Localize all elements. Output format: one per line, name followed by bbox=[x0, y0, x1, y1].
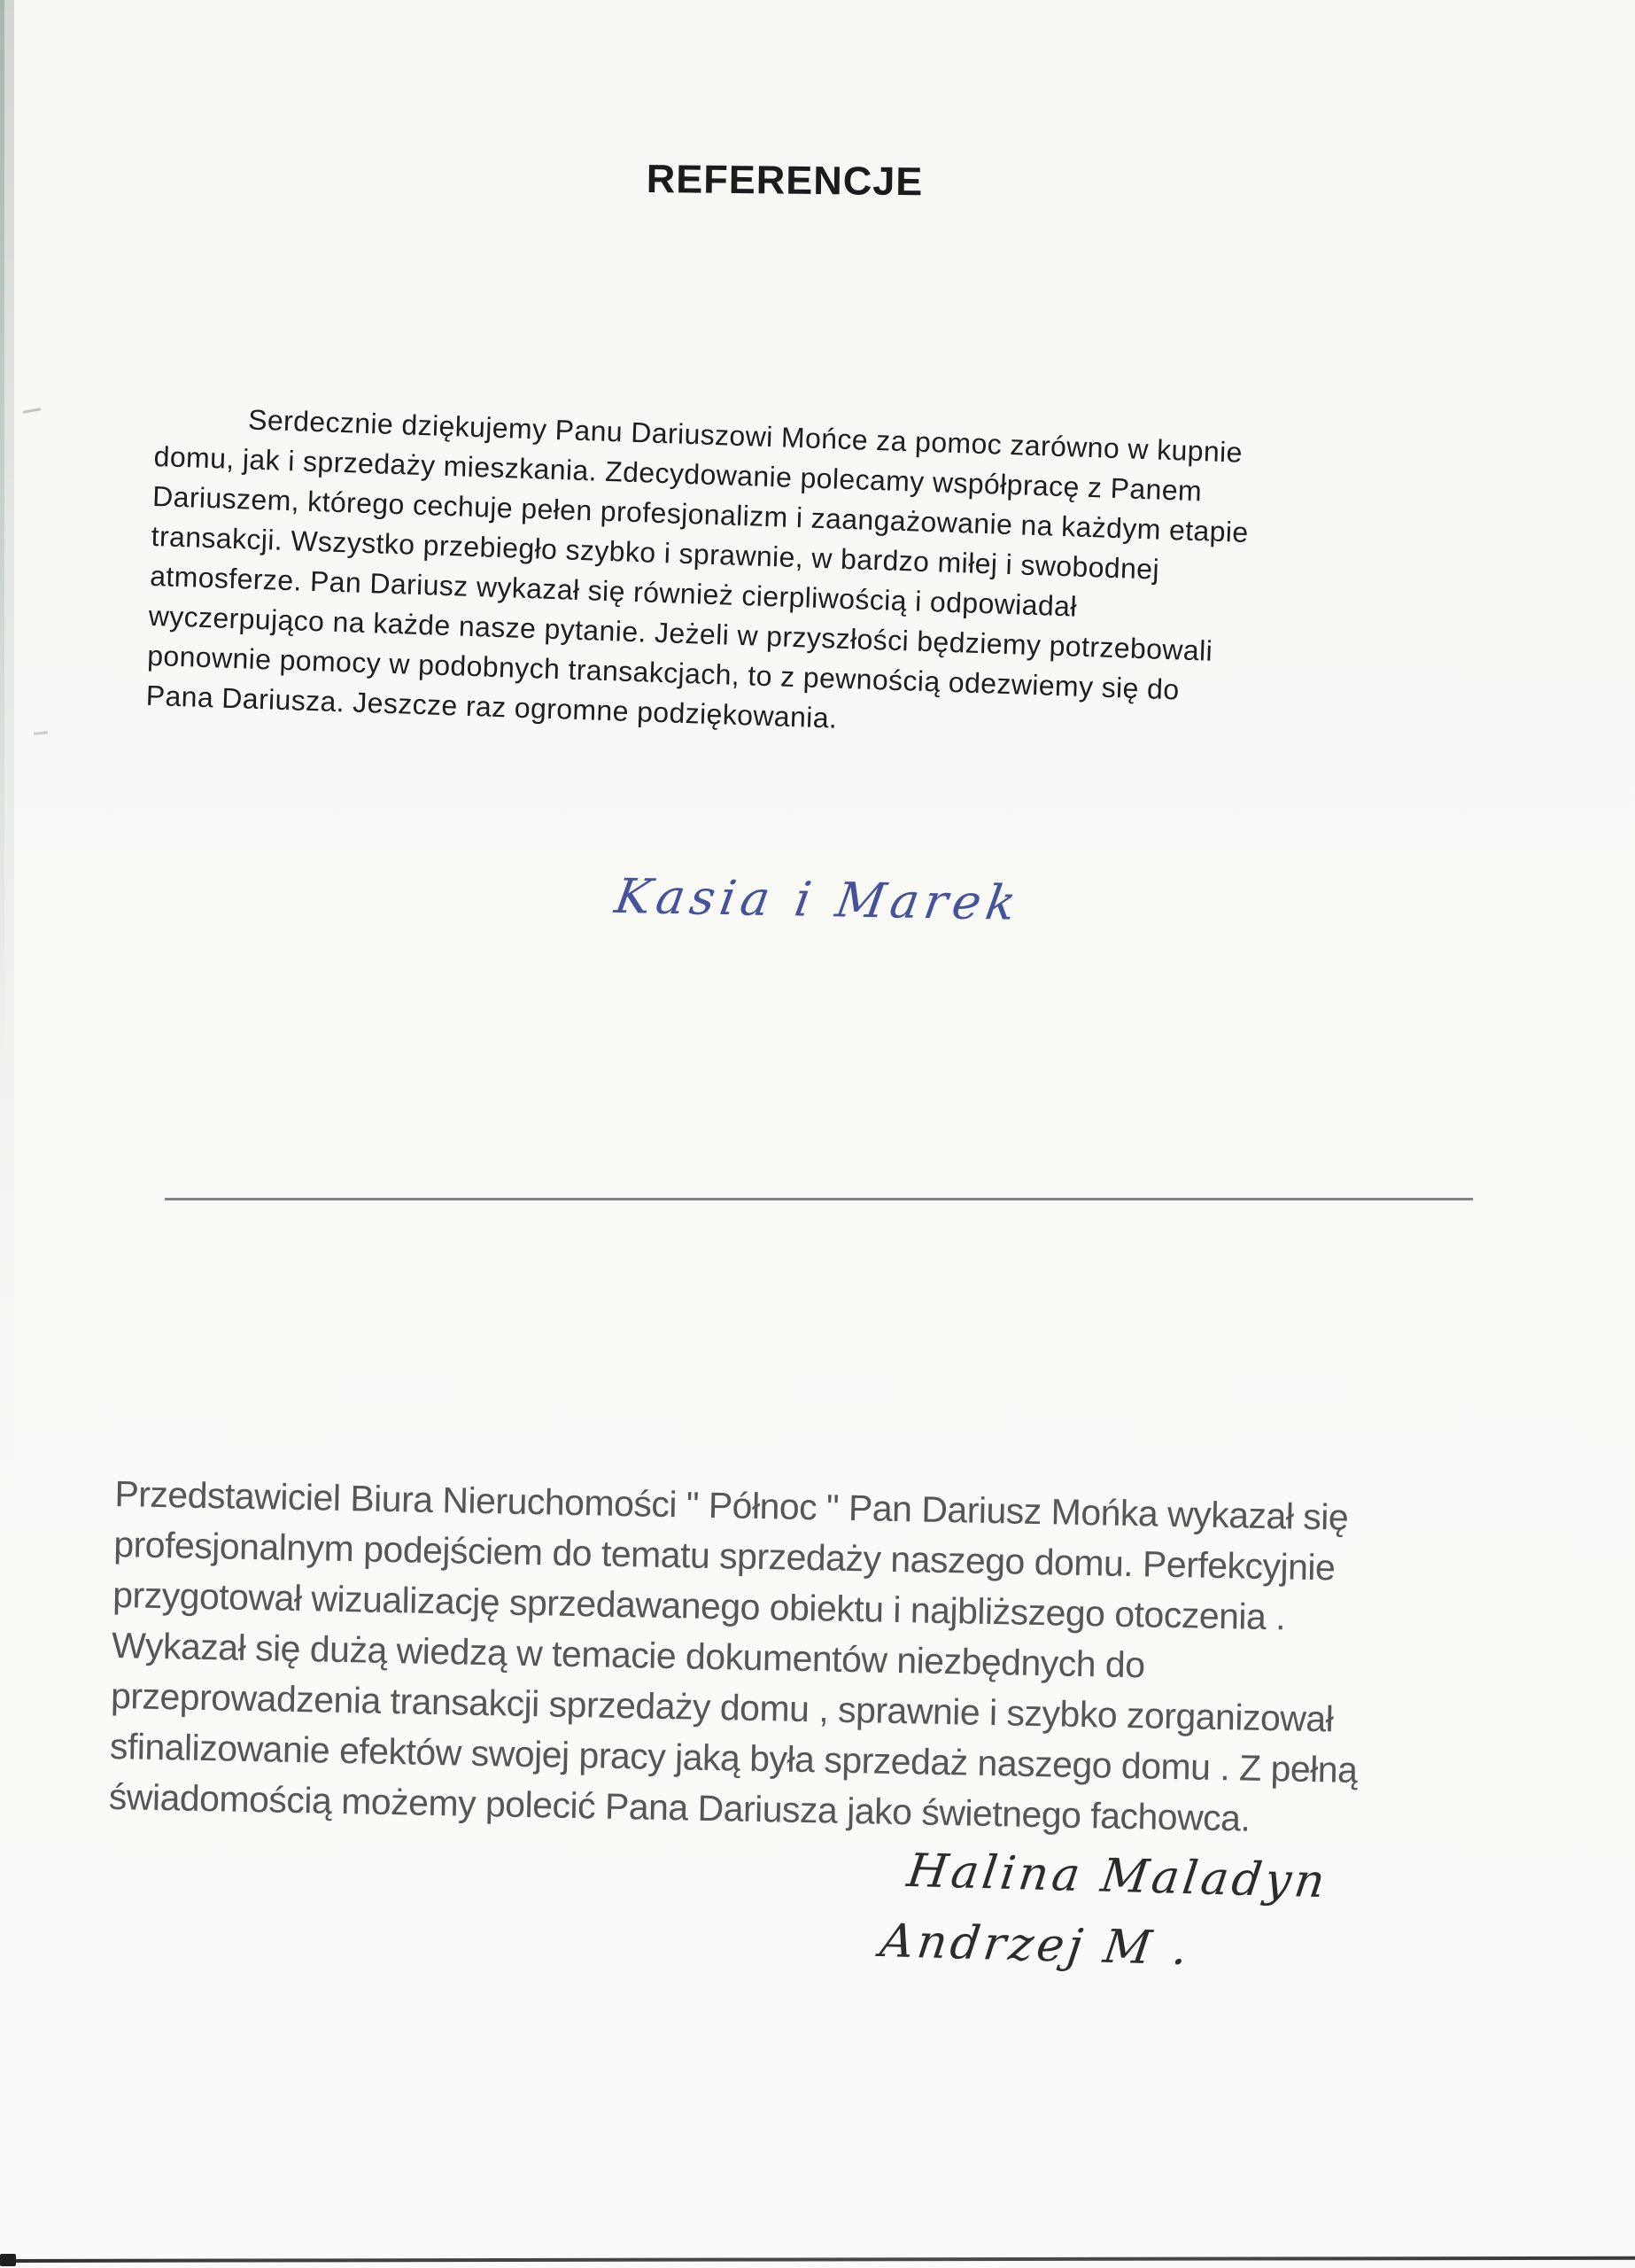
scan-left-edge-streak-inner bbox=[0, 0, 4, 1063]
handwritten-signature-kasia-i-marek: Kasia i Marek bbox=[611, 868, 1026, 931]
document-title: REFERENCJE bbox=[646, 156, 924, 205]
handwritten-signature-halina: Halina Maladyn bbox=[903, 1844, 1332, 1909]
testimonial-1-text: Serdecznie dziękujemy Panu Dariuszowi Mońce za pomoc zarówno w kupnie domu, jak i sprzedaży mieszkania. Zdecydowanie polecamy współpracę z Panem Dariuszem, którego cechuje pełen profesjonalizm i zaangażowanie na każdym etapie transakcji. Wszystko przebiegło szybko i sprawnie, w bardzo miłej i swobodnej atmosferze. Pan Dariusz wykazał się również cierpliwością i odpowiadał wyczerpująco na każde nasze pytanie. Jeżeli w przyszłości będziemy potrzebowali ponownie pomocy w podobnych transakcjach, to z pewnością odezwiemy się do Pana Dariusza. Jeszcze raz ogromne podziękowania. bbox=[145, 403, 1250, 734]
scan-bottom-edge-line bbox=[0, 2256, 1635, 2263]
handwritten-signature-block bbox=[877, 1836, 1333, 1988]
horizontal-divider bbox=[165, 1198, 1473, 1200]
testimonial-2-text: Przedstawiciel Biura Nieruchomości " Północ " Pan Dariusz Mońka wykazał się profesjonalnym podejściem do tematu sprzedaży naszego domu. Perfekcyjnie przygotował wizualizację sprzedawanego obiektu i najbliższego otoczenia . Wykazał się dużą wiedzą w temacie dokumentów niezbędnych do przeprowadzenia transakcji sprzedaży domu , sprawnie i szybko zorganizował sfinalizowanie efektów swojej pracy jaką była sprzedaż naszego domu . Z pełną świadomością możemy polecić Pana Dariusza jako świetnego fachowca. bbox=[108, 1472, 1358, 1839]
handwritten-signature-andrzej: Andrzej M . bbox=[877, 1915, 1195, 1977]
scan-artifact-dash bbox=[23, 408, 41, 413]
scan-bottom-corner-mark bbox=[0, 2254, 16, 2266]
scan-artifact-dash bbox=[34, 731, 48, 735]
